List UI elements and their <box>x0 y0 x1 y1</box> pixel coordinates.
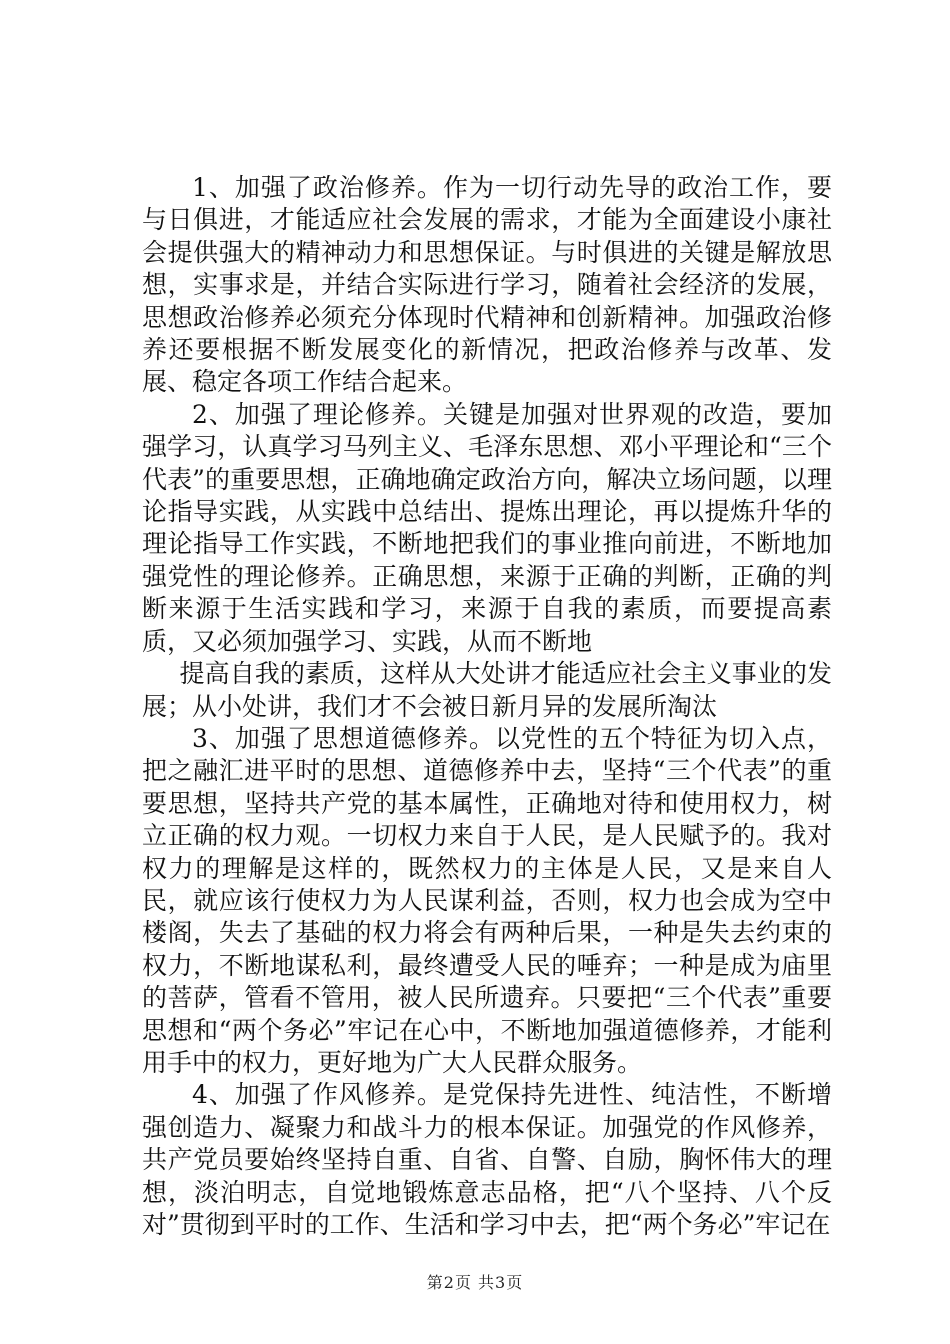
page-footer: 第2页 共3页 <box>426 1273 524 1292</box>
paragraph-theory: 2、加强了理论修养。关键是加强对世界观的改造，要加强学习，认真学习马列主义、毛泽东思想、邓小平理论和“三个代表”的重要思想，正确地确定政治方向，解决立场问题，以理论指导实践，从实践中总结出、提炼出理论，再以提炼升华的理论指导工作实践，不断地把我们的事业推向前进，不断地加强党性的理论修养。正确思想，来源于正确的判断，正确的判断来源于生活实践和学习，来源于自我的素质，而要提高素质，又必须加强学习、实践，从而不断地 <box>142 399 832 656</box>
paragraph-morality: 3、加强了思想道德修养。以党性的五个特征为切入点，把之融汇进平时的思想、道德修养中去，坚持“三个代表”的重要思想，坚持共产党的基本属性，正确地对待和使用权力，树立正确的权力观。一切权力来自于人民，是人民赋予的。我对权力的理解是这样的，既然权力的主体是人民，又是来自人民，就应该行使权力为人民谋利益，否则，权力也会成为空中楼阁，失去了基础的权力将会有两种后果，一种是失去约束的权力，不断地谋私利，最终遭受人民的唾弃；一种是成为庙里的菩萨，管看不管用，被人民所遗弃。只要把“三个代表”重要思想和“两个务必”牢记在心中，不断地加强道德修养，才能利用手中的权力，更好地为广大人民群众服务。 <box>142 723 832 1077</box>
body-text <box>142 172 832 1241</box>
paragraph-theory-continued: 提高自我的素质，这样从大处讲才能适应社会主义事业的发展；从小处讲，我们才不会被日新月异的发展所淘汰 <box>142 659 832 721</box>
paragraph-political: 1、加强了政治修养。作为一切行动先导的政治工作，要与日俱进，才能适应社会发展的需求，才能为全面建设小康社会提供强大的精神动力和思想保证。与时俱进的关键是解放思想，实事求是，并结合实际进行学习，随着社会经济的发展，思想政治修养必须充分体现时代精神和创新精神。加强政治修养还要根据不断发展变化的新情况，把政治修养与改革、发展、稳定各项工作结合起来。 <box>142 173 832 397</box>
paragraph-style: 4、加强了作风修养。是党保持先进性、纯洁性，不断增强创造力、凝聚力和战斗力的根本保证。加强党的作风修养，共产党员要始终坚持自重、自省、自警、自励，胸怀伟大的理想，淡泊明志，自觉地锻炼意志品格，把“八个坚持、八个反对”贯彻到平时的工作、生活和学习中去，把“两个务必”牢记在 <box>142 1080 832 1239</box>
